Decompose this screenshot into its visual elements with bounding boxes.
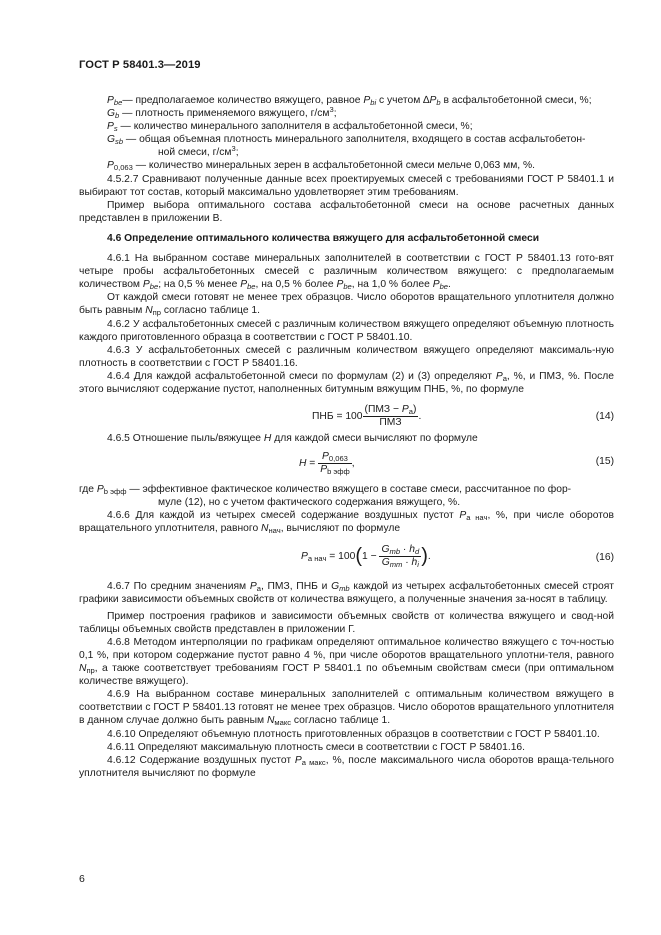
example-appendix-g: Пример построения графиков и зависимости объемных свойств от количества вяжущего и свод-ной таблицы объемных свойств представлен в приложении Г. [79,610,614,635]
section-heading-4-6: 4.6 Определение оптимального количества вяжущего для асфальтобетонной смеси [107,232,540,244]
paragraph-4-6-6: 4.6.6 Для каждой из четырех смесей содержание воздушных пустот $P_{a нач}$, %, при числе оборотов вращательного уплотнителя, равного $N_{нач}$, вычисляют по формуле [79,510,615,536]
paragraph-4-6-2: 4.6.2 У асфальтобетонных смесей с различным количеством вяжущего определяют объемную плотность каждого приготовленного образца в соответствии с ГОСТ Р 58401.10. [79,318,614,343]
paragraph-4-6-8: 4.6.8 Методом интерполяции по графикам определяют оптимальное количество вяжущего с точ-ностью 0,1 %, при котором содержание пустот равно 4 %, при числе оборотов вращательного уплотни-теля, равного $N_{пр}$, а также соответствует требованиям ГОСТ Р 58401.1 по объемным свойствам смеси (при оптимальном количестве вяжущего). [79,636,614,688]
formula-15 [79,445,614,483]
where-clause-15: где $P_{b эфф}$ — эффективное фактическое количество вяжущего в составе смеси, рассчитанное по фор- [79,484,572,497]
paragraph-4-6-5: 4.6.5 Отношение пыль/вяжущее H для каждой смеси вычисляют по формуле [107,433,478,445]
formula-15-fraction: $\frac{P_{0,063}}{P_{b эфф}}$ [320,451,350,477]
formula-16-body: $P_{a нач} = 100(1$ − $\frac{G_{mb} \cdot h_d}{G_{mm} \cdot h_i}$ ). [301,543,431,569]
definition-p-s: $P_s$ — количество минерального заполнителя в асфальтобетонной смеси, %; [107,121,473,134]
definition-g-sb: $G_{sb}$ — общая объемная плотность минерального заполнителя, входящего в состав асфальтобетон- [107,134,586,147]
definition-g-b: $G_b$ — плотность применяемого вяжущего, $г/см^3$; [107,105,337,121]
formula-16-fraction: $\frac{G_{mb} \cdot h_d}{G_{mm} \cdot h_i}$ [381,543,420,569]
paragraph-4-6-11: 4.6.11 Определяют максимальную плотность смеси в соответствии с ГОСТ Р 58401.16. [107,741,526,753]
paragraph-4-6-7: 4.6.7 По средним значениям $P_a$, ПМЗ, ПНБ и $G_{mb}$ каждой из четырех асфальтобетонных смесей строят графики зависимости объемных свойств от количества вяжущего, а полученные значения за-носят в таблицу. [79,580,614,605]
formula-15-body: H = $\frac{P_{0,063}}{P_{b эфф}}$ , [299,451,355,477]
definition-p-0063: $P_{0,063}$ — количество минеральных зерен в асфальтобетонной смеси мельче 0,063 мм, %. [107,160,536,173]
example-appendix-v: Пример выбора оптимального состава асфальтобетонной смеси на основе расчетных данных представлен в приложении В. [79,199,614,224]
paragraph-4-5-2-7: 4.5.2.7 Сравнивают полученные данные всех проектируемых смесей с требованиями ГОСТ Р 58401.1 и выбирают тот состав, который максимально удовлетворяет этим требованиям. [79,173,614,198]
page-number: 6 [79,873,85,885]
formula-16-number: (16) [595,551,614,563]
document-header: ГОСТ Р 58401.3—2019 [79,59,201,71]
formula-16 [79,536,614,580]
paragraph-4-6-12: 4.6.12 Содержание воздушных пустот $P_{a макс}$, %, после максимального числа оборотов враща-тельного уплотнителя вычисляют по формуле [79,754,615,779]
formula-15-number: (15) [595,456,614,468]
symbol-definitions [79,94,614,173]
where-clause-15-continued: муле (12), но с учетом фактического содержания вяжущего, %. [158,497,461,509]
formula-14 [79,398,614,432]
page-content [79,94,614,780]
formula-14-fraction: $\frac{(ПМЗ - P_a)}{\text{ПМЗ}}$ [364,404,417,429]
definition-g-sb-continued: ной смеси, $г/см^3$; [158,144,239,159]
paragraph-4-6-3: 4.6.3 У асфальтобетонных смесей с различным количеством вяжущего определяют максималь-ную плотность в соответствии с ГОСТ Р 58401.16. [79,344,614,369]
paragraph-4-6-9: 4.6.9 На выбранном составе минеральных заполнителей с оптимальным количеством вяжущего в соответствии с ГОСТ Р 58401.13 готовят не менее трех образцов. Число оборотов вращательного уплотнителя в данном случае должно быть равным $N_{макс}$ согласно таблице 1. [79,689,614,728]
formula-14-body: ПНБ = 100 $\frac{(ПМЗ - P_a)}{\text{ПМЗ}}$ . [312,404,422,429]
definition-p-be: $P_{be}—$ предполагаемое количество вяжущего, равное $P_{bi}$ с учетом $\Delta P_b$ в асфальтобетонной смеси, %; [107,95,592,107]
paragraph-4-6-10: 4.6.10 Определяют объемную плотность приготовленных образцов в соответствии с ГОСТ Р 58401.10. [107,728,600,740]
paragraph-4-6-4: 4.6.4 Для каждой асфальтобетонной смеси по формулам (2) и (3) определяют $P_a$, %, и ПМЗ, %. После этого вычисляют содержание пустот, наполненных битумным вяжущим ПНБ, %, по формуле [79,370,614,395]
formula-14-number: (14) [595,411,614,423]
paragraph-4-6-1: 4.6.1 На выбранном составе минеральных заполнителей в соответствии с ГОСТ Р 58401.13 гото-вят четыре пробы асфальтобетонных смесей с различным количеством вяжущего: с предполагаемым количеством $P_{be}$; на 0,5 % менее $P_{be}$, на 0,5 % более $P_{be}$, на 1,0 % более $P_{be}$. [79,253,614,292]
paragraph-samples: От каждой смеси готовят не менее трех образцов. Число оборотов вращательного уплотнителя должно быть равным $N_{пр}$ согласно таблице 1. [79,292,614,318]
